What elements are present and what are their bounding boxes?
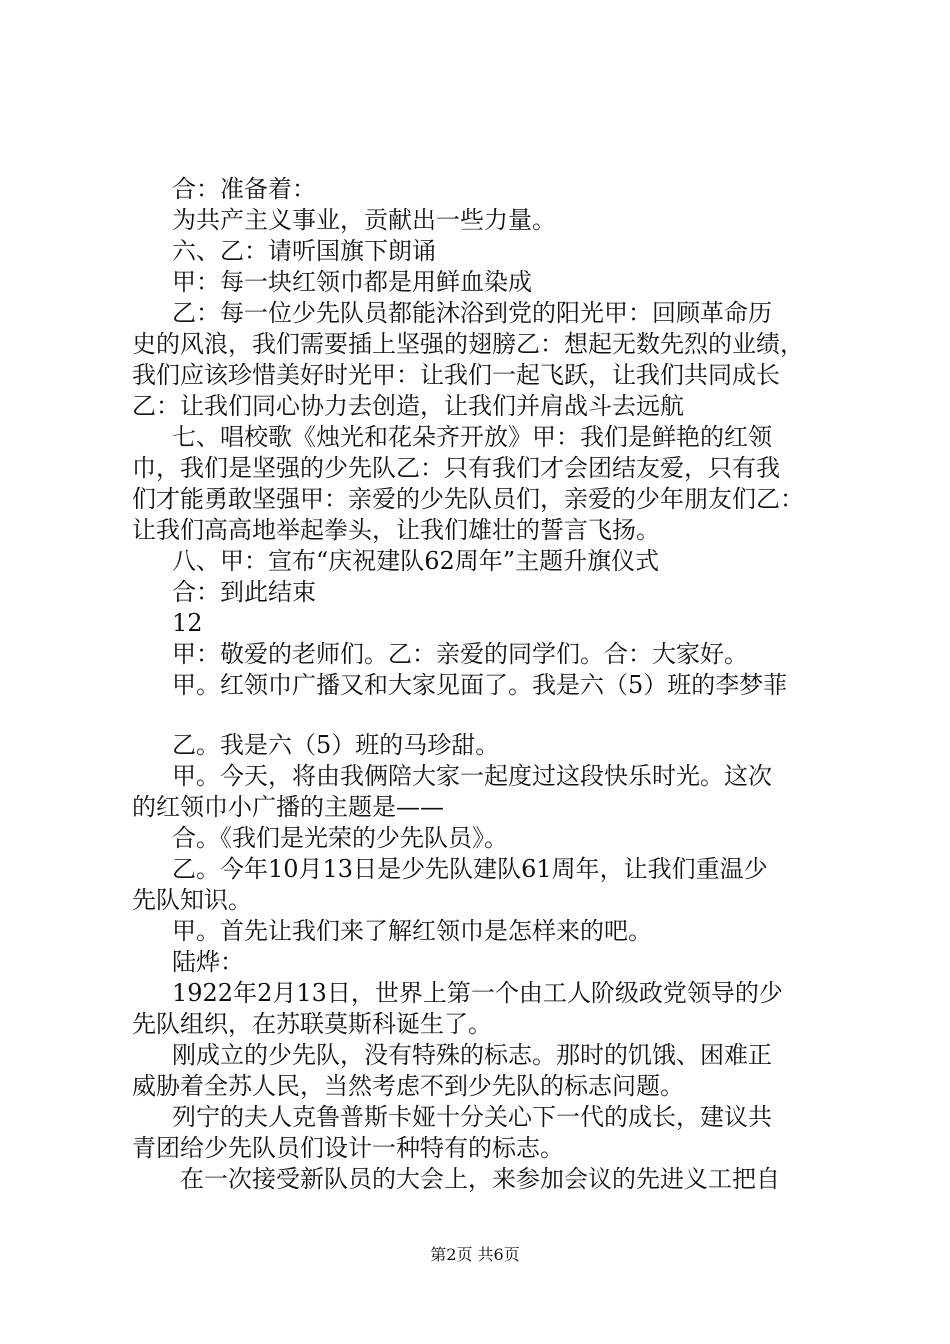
text-line: 史的风浪，我们需要插上坚强的翅膀乙：想起无数先烈的业绩， xyxy=(132,330,804,358)
text-line: 刚成立的少先队，没有特殊的标志。那时的饥饿、困难正 xyxy=(172,1041,772,1069)
document-body xyxy=(132,174,832,1195)
text-line: 六、乙：请听国旗下朗诵 xyxy=(172,237,436,265)
text-line: 乙：每一位少先队员都能沐浴到党的阳光甲：回顾革命历 xyxy=(172,299,772,327)
text-line: 八、甲：宣布“庆祝建队62周年”主题升旗仪式 xyxy=(172,547,660,575)
text-line: 乙：让我们同心协力去创造，让我们并肩战斗去远航 xyxy=(132,392,684,420)
text-line: 为共产主义事业，贡献出一些力量。 xyxy=(172,206,556,234)
text-line: 的红领巾小广播的主题是—— xyxy=(132,793,444,821)
text-line: 先队组织，在苏联莫斯科诞生了。 xyxy=(132,1010,492,1038)
text-line: 在一次接受新队员的大会上，来参加会议的先进义工把自 xyxy=(180,1165,780,1193)
text-line: 甲：每一块红领巾都是用鲜血染成 xyxy=(172,268,532,296)
text-line: 我们应该珍惜美好时光甲：让我们一起飞跃，让我们共同成长 xyxy=(132,361,780,389)
text-line: 陆烨： xyxy=(172,948,244,976)
page-footer: 第2页 共6页 xyxy=(430,1245,520,1264)
text-line: 甲：敬爱的老师们。乙：亲爱的同学们。合：大家好。 xyxy=(172,640,748,668)
text-line: 巾，我们是坚强的少先队乙：只有我们才会团结友爱，只有我 xyxy=(132,454,780,482)
text-line: 合：准备着： xyxy=(172,175,316,203)
text-line: 青团给少先队员们设计一种特有的标志。 xyxy=(132,1134,564,1162)
text-line: 12 xyxy=(172,609,203,637)
text-line: 甲。红领巾广播又和大家见面了。我是六（5）班的李梦菲 xyxy=(172,671,788,699)
text-line: 1922年2月13日，世界上第一个由工人阶级政党领导的少 xyxy=(172,979,783,1007)
paragraph-gap xyxy=(132,701,832,730)
text-line: 乙。我是六（5）班的马珍甜。 xyxy=(172,731,500,759)
text-line: 七、唱校歌《烛光和花朵齐开放》甲：我们是鲜艳的红领 xyxy=(172,423,772,451)
text-line: 威胁着全苏人民，当然考虑不到少先队的标志问题。 xyxy=(132,1072,684,1100)
text-line: 合：到此结束 xyxy=(172,578,316,606)
text-line: 甲。今天，将由我俩陪大家一起度过这段快乐时光。这次 xyxy=(172,762,772,790)
text-line: 列宁的夫人克鲁普斯卡娅十分关心下一代的成长，建议共 xyxy=(172,1103,772,1131)
text-line: 们才能勇敢坚强甲：亲爱的少先队员们，亲爱的少年朋友们乙： xyxy=(132,485,804,513)
text-line: 甲。首先让我们来了解红领巾是怎样来的吧。 xyxy=(172,917,652,945)
text-line: 合。《我们是光荣的少先队员》。 xyxy=(172,824,508,852)
text-line: 乙。今年10月13日是少先队建队61周年，让我们重温少 xyxy=(172,855,768,883)
text-line: 让我们高高地举起拳头，让我们雄壮的誓言飞扬。 xyxy=(132,516,660,544)
text-line: 先队知识。 xyxy=(132,886,252,914)
